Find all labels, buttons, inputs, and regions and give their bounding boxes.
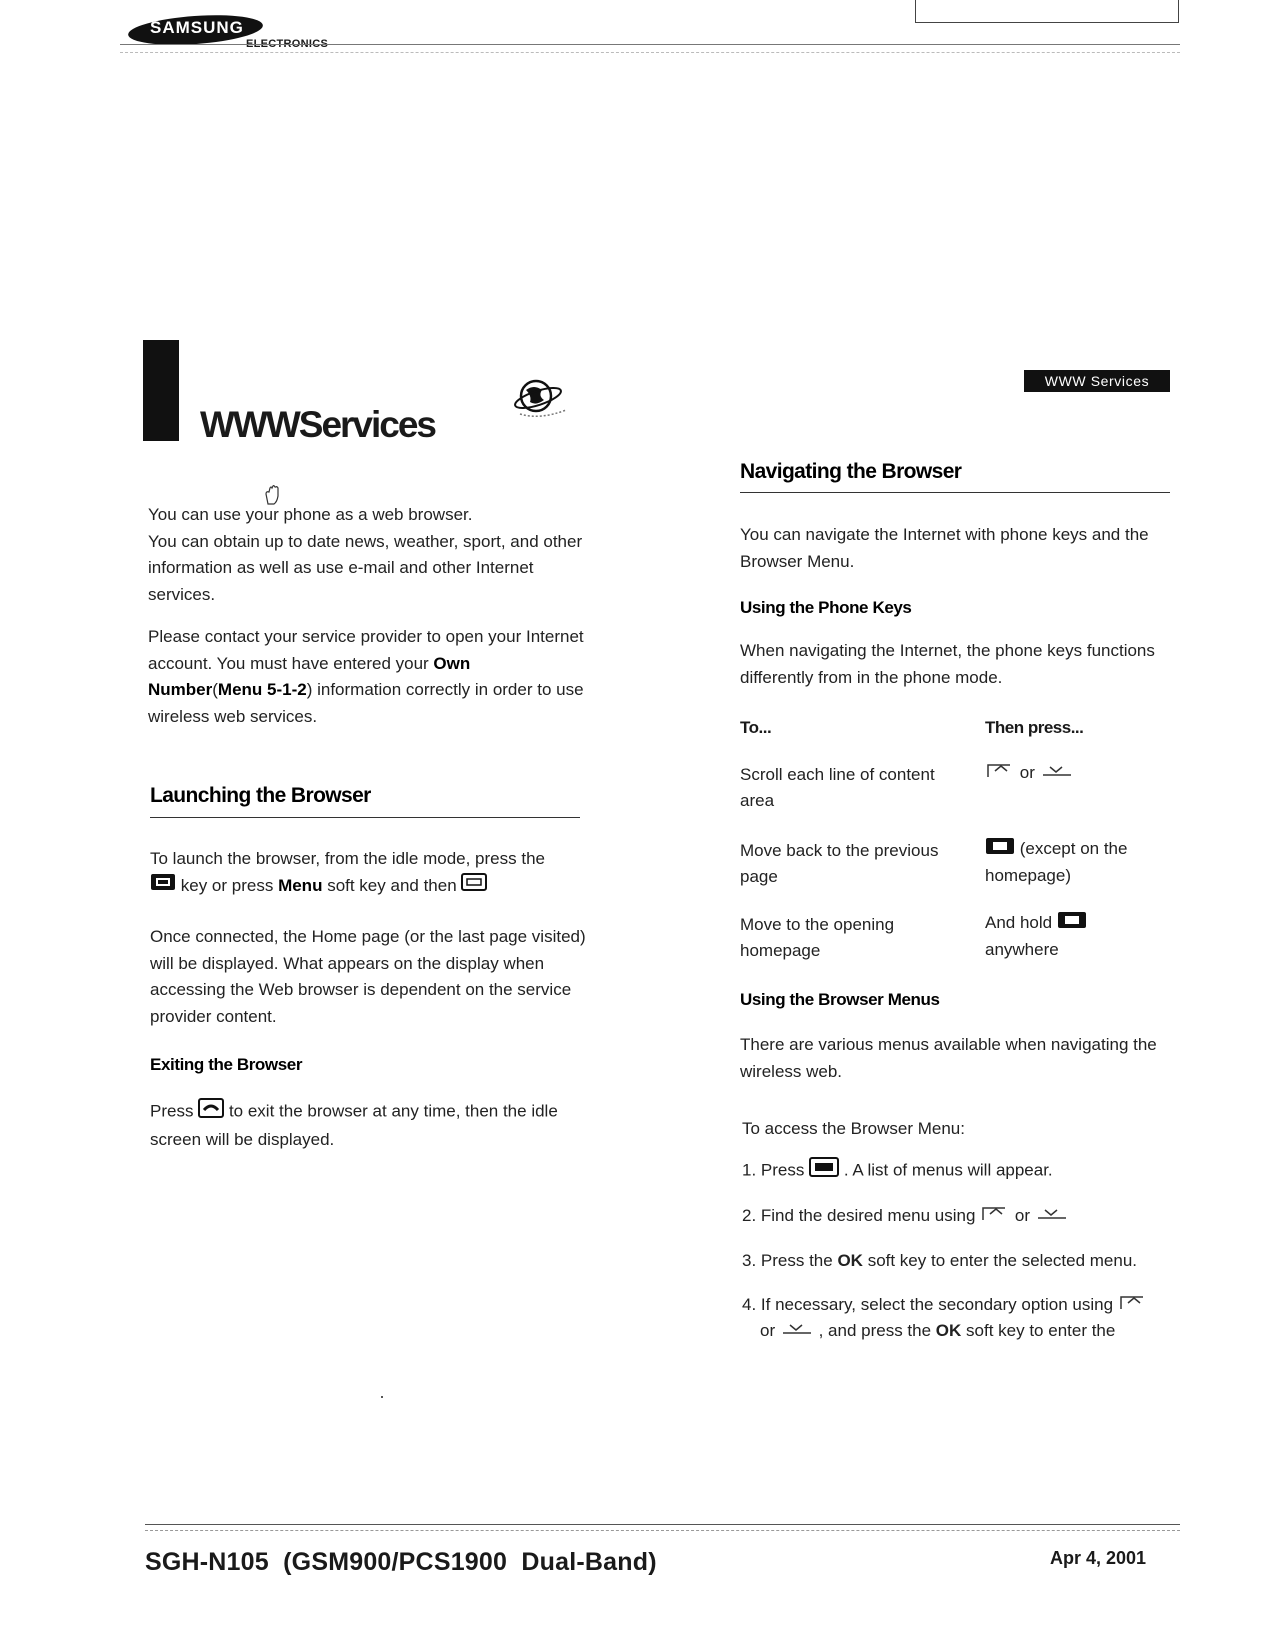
step-2 — [742, 1203, 1069, 1230]
table-header-press: Then press... — [985, 718, 1084, 737]
up-key-icon — [1118, 1293, 1148, 1319]
access-menu-text: To access the Browser Menu: — [742, 1119, 965, 1138]
end-key-icon — [198, 1098, 224, 1127]
intro-p2-text: Please contact your service provider to open your Internet account. You must have entered your — [148, 627, 584, 673]
step-4-continued — [760, 1318, 1115, 1345]
header-rule — [120, 44, 1180, 45]
exiting-heading: Exiting the Browser — [150, 1055, 303, 1074]
launching-paragraph-2: Once connected, the Home page (or the last page visited) will be displayed. What appears on the display when accessing the Web browser is dependent on the service provider content. — [150, 927, 586, 1026]
home-key-icon — [1057, 911, 1087, 937]
web-key-icon — [461, 873, 487, 900]
step-4-post: , and press the — [818, 1321, 932, 1340]
samsung-logo — [128, 8, 348, 48]
chapter-bar — [143, 340, 179, 441]
phone-keys-paragraph: When navigating the Internet, the phone keys functions differently from in the phone mode. — [740, 641, 1155, 687]
table-row-2-action: Move back to the previous page — [740, 841, 939, 886]
ok-key-label: OK — [935, 1321, 962, 1340]
own-number-label: Own Number — [148, 653, 471, 699]
step-1 — [742, 1157, 1053, 1185]
step-4 — [742, 1292, 1182, 1319]
back-key-icon — [985, 837, 1015, 863]
intro-p2-end: ) information correctly in order to use wireless web services. — [148, 680, 584, 726]
step-3-post: soft key to enter the selected menu. — [867, 1251, 1138, 1270]
chapter-title: WWWServices — [200, 404, 436, 445]
navigating-heading: Navigating the Browser — [740, 460, 962, 483]
menu-reference: Menu 5-1-2 — [217, 680, 307, 699]
launching-p1-post: soft key and then — [327, 875, 457, 895]
footer-rule — [145, 1524, 1180, 1525]
up-key-icon — [980, 1204, 1010, 1230]
intro-paragraph-2 — [148, 624, 588, 730]
menu-soft-key-label: Menu — [278, 875, 323, 895]
section-tag: WWW Services — [1024, 370, 1170, 392]
footer-date: Apr 4, 2001 — [1050, 1548, 1147, 1568]
globe-icon — [512, 374, 570, 431]
navigating-rule — [740, 492, 1170, 493]
menu-key-icon — [809, 1157, 839, 1185]
down-key-icon — [1035, 1204, 1069, 1230]
launching-heading: Launching the Browser — [150, 784, 371, 807]
intro-line-1: You can use your phone as a web browser. — [148, 505, 473, 524]
exiting-p-pre: Press — [150, 1101, 194, 1121]
table-header-to: To... — [740, 718, 772, 737]
header-box — [915, 0, 1179, 23]
footer-rule-dashed — [145, 1530, 1180, 1531]
row-2-note: (except on the homepage) — [985, 839, 1128, 885]
intro-paragraph-1 — [148, 502, 588, 608]
intro-line-2: You can obtain up to date news, weather, sport, and other information as well as use e-mail and other Internet services. — [148, 531, 583, 604]
step-1-post: . A list of menus will appear. — [843, 1160, 1053, 1180]
exiting-p-post: to exit the browser at any time, then the idle screen will be displayed. — [150, 1101, 558, 1149]
table-row-1-keys — [985, 760, 1185, 787]
launching-p1-key-text: key or press — [180, 875, 274, 895]
step-4-or: or — [760, 1321, 776, 1340]
logo-subtitle: ELECTRONICS — [246, 38, 329, 50]
logo-brand-text: SAMSUNG — [150, 18, 244, 37]
step-3 — [742, 1248, 1137, 1274]
browser-menus-heading: Using the Browser Menus — [740, 990, 940, 1009]
step-3-pre: 3. Press the — [742, 1251, 833, 1270]
table-row-3-action: Move to the opening homepage — [740, 915, 895, 960]
down-key-icon — [780, 1319, 814, 1345]
step-1-pre: 1. Press — [742, 1160, 805, 1180]
table-row-2-keys — [985, 836, 1175, 889]
browser-key-icon — [150, 873, 176, 900]
phone-keys-heading: Using the Phone Keys — [740, 598, 912, 617]
intro-p2-paren: ( — [212, 680, 218, 699]
down-key-icon — [1040, 761, 1074, 787]
row-1-or: or — [1019, 763, 1035, 782]
row-3-pre: And hold — [985, 913, 1053, 932]
step-2-or: or — [1014, 1206, 1031, 1225]
launching-rule — [150, 817, 580, 818]
launching-paragraph-1 — [150, 846, 590, 899]
footer-model: SGH-N105 (GSM900/PCS1900 Dual-Band) — [145, 1548, 657, 1576]
stray-dot — [381, 1396, 383, 1398]
table-row-3-keys — [985, 910, 1185, 963]
exiting-paragraph — [150, 1098, 590, 1153]
browser-menus-paragraph: There are various menus available when navigating the wireless web. — [740, 1035, 1157, 1081]
navigating-paragraph: You can navigate the Internet with phone keys and the Browser Menu. — [740, 525, 1149, 571]
up-key-icon — [985, 761, 1015, 787]
ok-key-label: OK — [837, 1251, 863, 1270]
table-row-1-action: Scroll each line of content area — [740, 765, 935, 810]
step-2-pre: 2. Find the desired menu using — [742, 1206, 976, 1225]
step-4-end: soft key to enter the — [966, 1321, 1116, 1340]
launching-p1-text: To launch the browser, from the idle mode, press the — [150, 849, 545, 868]
step-4-pre: 4. If necessary, select the secondary option using — [742, 1295, 1114, 1314]
row-3-post: anywhere — [985, 939, 1059, 959]
header-rule-dashed — [120, 52, 1180, 53]
